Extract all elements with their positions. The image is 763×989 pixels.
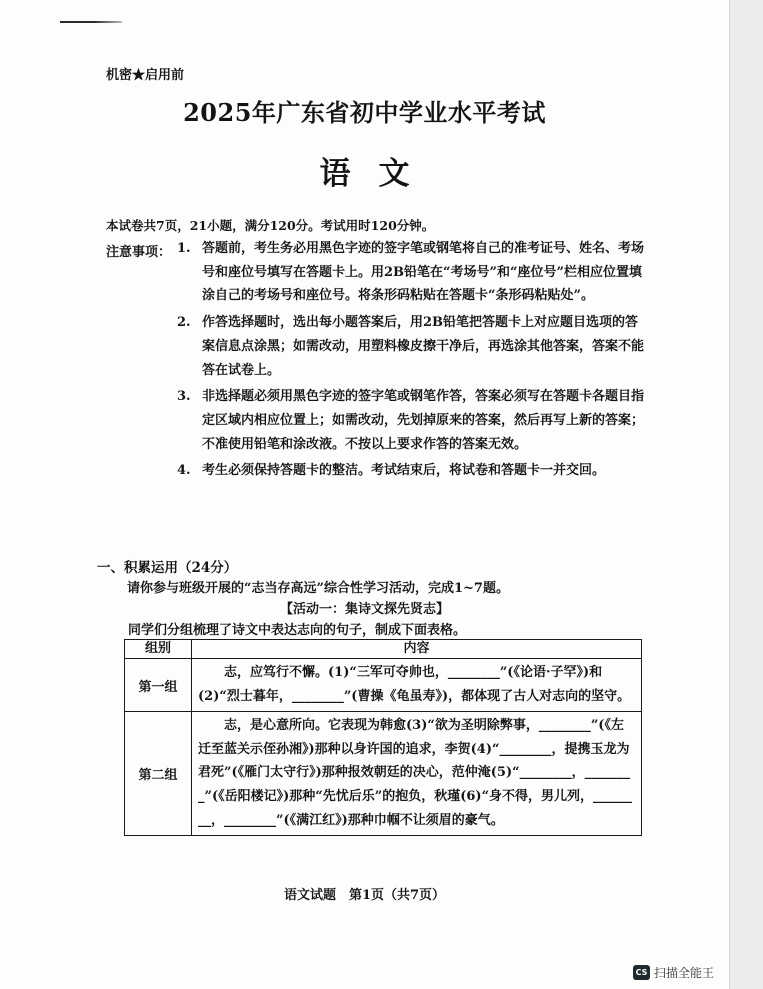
section-title: 一、积累运用（24分） xyxy=(97,560,238,576)
group-cell: 第二组 xyxy=(125,712,192,836)
confidential-label: 机密★启用前 xyxy=(106,68,185,83)
group-cell: 第一组 xyxy=(125,659,192,712)
notice-label: 注意事项： xyxy=(106,245,172,260)
camscanner-logo-icon: CS xyxy=(633,965,650,980)
activity-title: 【活动一：集诗文探先贤志】 xyxy=(279,602,449,617)
scanner-watermark xyxy=(633,962,714,982)
notice-list xyxy=(177,237,647,483)
page-footer: 语文试题 第1页（共7页） xyxy=(283,888,446,903)
aspiration-table xyxy=(124,639,642,836)
notice-item-number: 1. xyxy=(177,241,191,256)
exam-title: 2025年广东省初中学业水平考试 xyxy=(183,98,546,127)
viewer-background xyxy=(729,0,763,989)
notice-item-text: 答题前，考生务必用黑色字迹的签字笔或钢笔将自己的准考证号、姓名、考场号和座位号填写在答题卡上。用2B铅笔在“考场号”和“座位号”栏相应位置填涂自己的考场号和座位号。将条形码粘贴在答题卡“条形码粘贴处”。 xyxy=(202,241,645,304)
notice-item-number: 4. xyxy=(177,463,191,479)
notice-item-text: 非选择题必须用黑色字迹的签字笔或钢笔作答，答案必须写在答题卡各题目指定区域内相应位置上；如需改动，先划掉原来的答案，然后再写上新的答案；不准使用铅笔和涂改液。不按以上要求作答的答案无效。 xyxy=(202,389,645,452)
content-cell: 志，应笃行不懈。(1)“三军可夺帅也，________”(《论语·子罕》)和(2)“烈士暮年，________”(曹操《龟虽寿》)，都体现了古人对志向的坚守。 xyxy=(192,659,642,712)
notice-item-text: 考生必须保持答题卡的整洁。考试结束后，将试卷和答题卡一并交回。 xyxy=(202,463,606,479)
table-intro: 同学们分组梳理了诗文中表达志向的句子，制成下面表格。 xyxy=(128,623,467,638)
notice-item-number: 2. xyxy=(177,315,191,331)
table-row xyxy=(125,659,642,712)
table-row xyxy=(125,712,642,836)
notice-item xyxy=(177,385,647,456)
notice-item xyxy=(177,237,647,308)
column-header-group: 组别 xyxy=(125,640,192,659)
column-header-content: 内容 xyxy=(192,640,642,659)
notice-item-text: 作答选择题时，选出每小题答案后，用2B铅笔把答题卡上对应题目选项的答案信息点涂黑；如需改动，用塑料橡皮擦干净后，再选涂其他答案，答案不能答在试卷上。 xyxy=(202,315,645,378)
notice-item-number: 3. xyxy=(177,389,191,405)
notice-item xyxy=(177,459,647,483)
scan-mark xyxy=(60,21,122,23)
watermark-text: 扫描全能王 xyxy=(654,965,715,980)
subject-title: 语文 xyxy=(319,156,438,192)
table-header-row xyxy=(125,640,642,659)
content-cell: 志，是心意所向。它表现为韩愈(3)“欲为圣明除弊事，________”(《左迁至蓝关示侄孙湘》)那种以身许国的追求，李贺(4)“________，提携玉龙为君死”(《雁门太守行》)那种报效朝廷的决心，范仲淹(5)“________，________”(《岳阳楼记》)那种“先忧后乐”的抱负，秋瑾(6)“身不得，男儿列，________，________”(《满江红》)那种巾帼不让须眉的豪气。 xyxy=(192,712,642,836)
section-intro: 请你参与班级开展的“志当存高远”综合性学习活动，完成1~7题。 xyxy=(127,581,509,596)
notice-item xyxy=(177,311,647,382)
exam-info: 本试卷共7页，21小题，满分120分。考试用时120分钟。 xyxy=(106,218,435,233)
